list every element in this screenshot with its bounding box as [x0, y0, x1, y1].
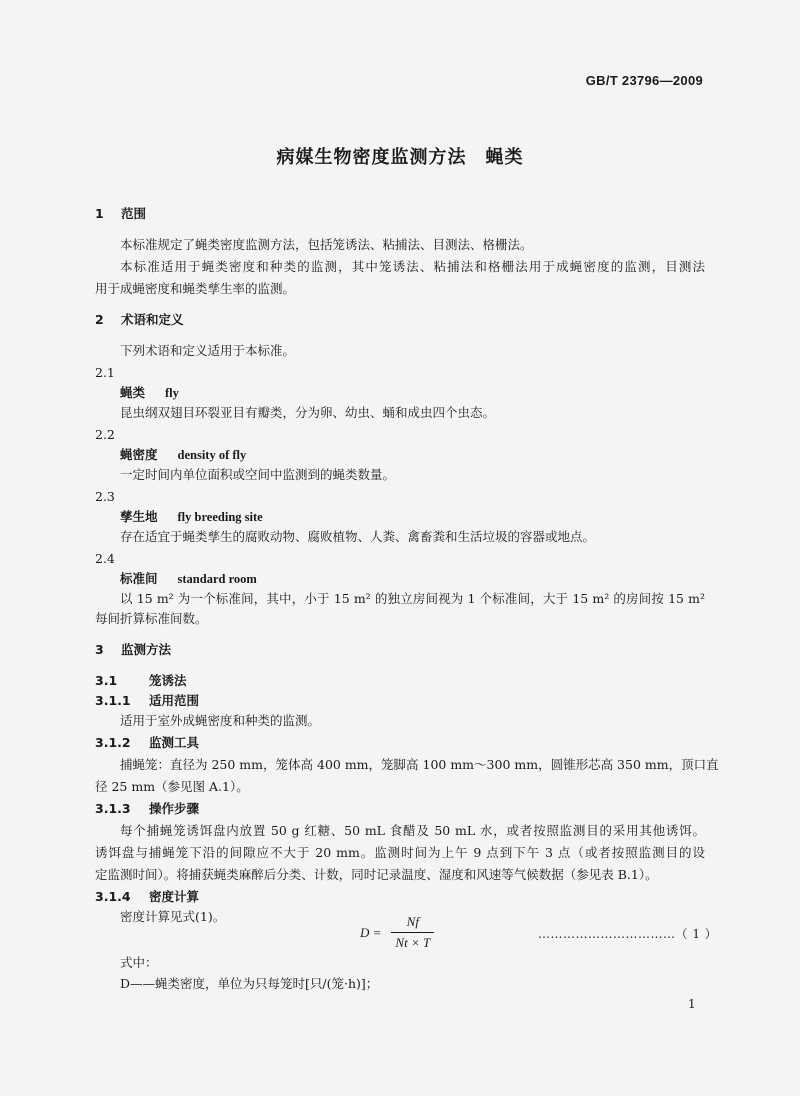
term-zh: 蝇密度 [120, 447, 158, 462]
section-title: 适用范围 [149, 693, 200, 708]
paragraph: 密度计算见式(1)。 [120, 909, 226, 924]
subsection-heading [95, 672, 187, 690]
subsection-heading [95, 734, 199, 752]
paragraph: 本标准适用于蝇类密度和种类的监测，其中笼诱法、粘捕法和格栅法用于成蝇密度的监测，目测法 [120, 259, 705, 274]
paragraph: 下列术语和定义适用于本标准。 [120, 343, 296, 358]
paragraph: 每个捕蝇笼诱饵盘内放置 50 g 红糖、50 mL 食醋及 50 mL 水，或者按照监测目的采用其他诱饵。 [120, 823, 705, 838]
term-definition: 一定时间内单位面积或空间中监测到的蝇类数量。 [120, 467, 396, 482]
section-3-heading [95, 641, 171, 659]
term-zh: 标准间 [120, 571, 158, 586]
page-number: 1 [688, 997, 696, 1011]
section-title: 密度计算 [149, 889, 200, 904]
section-number: 3.1.3 [95, 801, 131, 816]
term-en: standard room [177, 572, 257, 586]
term-number: 2.3 [95, 489, 115, 504]
section-title: 监测方法 [121, 642, 172, 657]
paragraph: 定监测时间）。将捕获蝇类麻醉后分类、计数，同时记录温度、湿度和风速等气候数据（参见表 B.1）。 [95, 867, 658, 882]
section-1-heading [95, 205, 146, 223]
term-number: 2.4 [95, 551, 115, 566]
variable-definition: D——蝇类密度，单位为只每笼时[只/(笼·h)]； [120, 976, 379, 991]
term-entry [120, 508, 263, 526]
term-number: 2.2 [95, 427, 115, 442]
where-label: 式中： [120, 955, 158, 970]
section-title: 监测工具 [149, 735, 200, 750]
section-title: 范围 [121, 206, 147, 221]
section-number: 3.1.2 [95, 735, 131, 750]
section-title: 术语和定义 [121, 312, 184, 327]
paragraph: 径 25 mm（参见图 A.1）。 [95, 779, 249, 794]
subsection-heading [95, 888, 199, 906]
term-definition: 每间折算标准间数。 [95, 611, 208, 626]
term-entry [120, 446, 246, 464]
term-definition: 昆虫纲双翅目环裂亚目有瓣类，分为卵、幼虫、蛹和成虫四个虫态。 [120, 405, 496, 420]
formula-lhs: D = [360, 924, 382, 940]
paragraph: 适用于室外成蝇密度和种类的监测。 [120, 713, 321, 728]
subsection-heading [95, 800, 199, 818]
section-2-heading [95, 311, 184, 329]
paragraph: 捕蝇笼：直径为 250 mm，笼体高 400 mm，笼脚高 100 mm～300 mm，圆锥形芯高 350 mm，顶口直 [120, 757, 719, 772]
formula-number: ……………………………（ 1 ） [538, 927, 718, 941]
term-definition: 以 15 m² 为一个标准间，其中，小于 15 m² 的独立房间视为 1 个标准间，大于 15 m² 的房间按 15 m² [120, 591, 705, 606]
section-number: 3 [95, 642, 104, 657]
term-zh: 蝇类 [120, 385, 146, 400]
standard-number: GB/T 23796—2009 [585, 73, 703, 88]
section-number: 3.1 [95, 673, 118, 688]
term-number: 2.1 [95, 365, 115, 380]
term-en: density of fly [177, 448, 247, 462]
section-number: 2 [95, 312, 104, 327]
section-number: 1 [95, 206, 104, 221]
subsection-heading [95, 692, 199, 710]
term-zh: 孳生地 [120, 509, 158, 524]
paragraph: 用于成蝇密度和蝇类孳生率的监测。 [95, 281, 296, 296]
term-en: fly [165, 386, 179, 400]
density-formula [360, 914, 434, 951]
section-number: 3.1.1 [95, 693, 131, 708]
section-title: 操作步骤 [149, 801, 200, 816]
term-definition: 存在适宜于蝇类孳生的腐败动物、腐败植物、人粪、禽畜粪和生活垃圾的容器或地点。 [120, 529, 596, 544]
term-entry [120, 384, 179, 402]
term-entry [120, 570, 257, 588]
term-en: fly breeding site [177, 510, 263, 524]
section-number: 3.1.4 [95, 889, 131, 904]
paragraph: 诱饵盘与捕蝇笼下沿的间隙应不大于 20 mm。监测时间为上午 9 点到下午 3 点（或者按照监测目的设 [95, 845, 705, 860]
paragraph: 本标准规定了蝇类密度监测方法，包括笼诱法、粘捕法、目测法、格栅法。 [120, 237, 533, 252]
formula-numerator: Nf [406, 914, 419, 929]
formula-fraction [391, 914, 434, 951]
section-title: 笼诱法 [149, 673, 187, 688]
formula-denominator: Nt × T [391, 932, 434, 951]
document-title: 病媒生物密度监测方法 蝇类 [276, 147, 524, 168]
